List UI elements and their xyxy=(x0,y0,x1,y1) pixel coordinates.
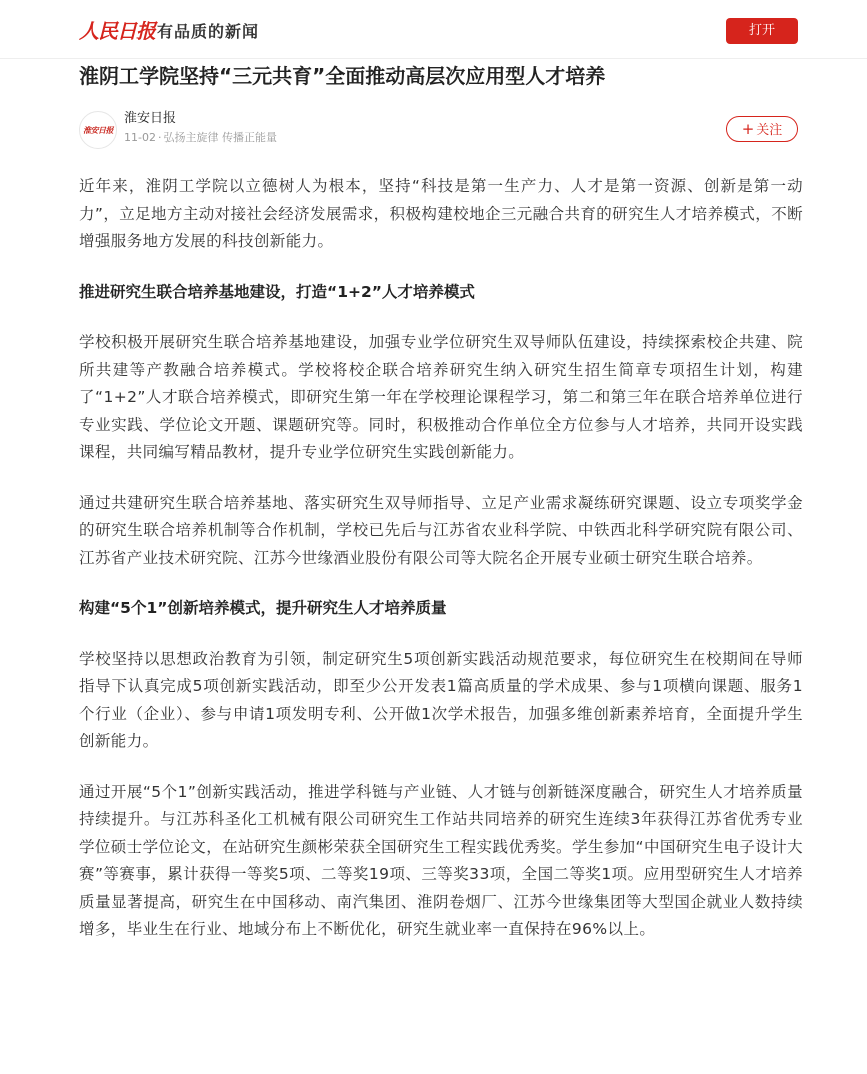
paragraph: 学校积极开展研究生联合培养基地建设，加强专业学位研究生双导师队伍建设，持续探索校企共建、院所共建等产教融合培养模式。学校将校企联合培养研究生纳入研究生招生简章专项招生计划，构建了“1+2”人才联合培养模式，即研究生第一年在学校理论课程学习，第二和第三年在联合培养单位进行专业实践、学位论文开题、课题研究等。同时，积极推动合作单位全方位参与人才培养，共同开设实践课程，共同编写精品教材，提升专业学位研究生实践创新能力。 xyxy=(79,333,803,461)
author-meta xyxy=(124,130,277,146)
avatar-logo-text: 淮安日报 xyxy=(83,124,113,135)
meta-separator: · xyxy=(157,131,162,144)
paragraph: 学校坚持以思想政治教育为引领，制定研究生5项创新实践活动规范要求，每位研究生在校期间在导师指导下认真完成5项创新实践活动，即至少公开发表1篇高质量的学术成果、参与1项横向课题、服务1个行业（企业）、参与申请1项发明专利、公开做1次学术报告，加强多维创新素养培育，全面提升学生创新能力。 xyxy=(79,649,803,750)
article-title: 淮阴工学院坚持“三元共育”全面推动高层次应用型人才培养 xyxy=(79,64,606,88)
plus-icon: + xyxy=(741,120,755,138)
paragraph: 通过共建研究生联合培养基地、落实研究生双导师指导、立足产业需求凝练研究课题、设立专项奖学金的研究生联合培养机制等合作机制，学校已先后与江苏省农业科学院、中铁西北科学研究院有限公司、江苏省产业技术研究院、江苏今世缘酒业股份有限公司等大院名企开展专业硕士研究生联合培养。 xyxy=(79,493,803,567)
section-heading: 推进研究生联合培养基地建设，打造“1+2”人才培养模式 xyxy=(79,282,475,301)
follow-label: 关注 xyxy=(756,123,783,138)
follow-button[interactable] xyxy=(726,116,798,142)
author-name[interactable]: 淮安日报 xyxy=(124,111,177,126)
open-app-button[interactable]: 打开 xyxy=(726,18,798,44)
paragraph: 通过开展“5个1”创新实践活动，推进学科链与产业链、人才链与创新链深度融合，研究生人才培养质量持续提升。与江苏科圣化工机械有限公司研究生工作站共同培养的研究生连续3年获得江苏省优秀专业学位硕士学位论文，在站研究生颜彬荣获全国研究生工程实践优秀奖。学生参加“中国研究生电子设计大赛”等赛事，累计获得一等奖5项、二等奖19项、三等奖33项，全国二等奖1项。应用型研究生人才培养质量显著提高，研究生在中国移动、南汽集团、淮阴卷烟厂、江苏今世缘集团等大型国企就业人数持续增多，毕业生在行业、地域分布上不断优化，研究生就业率一直保持在96%以上。 xyxy=(79,782,803,938)
brand-slogan: 有品质的新闻 xyxy=(157,22,260,41)
section-heading: 构建“5个1”创新培养模式，提升研究生人才培养质量 xyxy=(79,599,447,617)
publish-date: 11-02 xyxy=(124,131,156,144)
article-body xyxy=(79,173,803,967)
paragraph-intro: 近年来，淮阴工学院以立德树人为根本，坚持“科技是第一生产力、人才是第一资源、创新是第一动力”，立足地方主动对接社会经济发展需求，积极构建校地企三元融合共育的研究生人才培养模式，不断增强服务地方发展的科技创新能力。 xyxy=(79,177,803,250)
brand-logo[interactable]: 人民日报 xyxy=(79,19,155,43)
author-tagline: 弘扬主旋律 传播正能量 xyxy=(163,131,277,144)
avatar[interactable] xyxy=(79,111,117,149)
top-bar xyxy=(0,0,867,59)
